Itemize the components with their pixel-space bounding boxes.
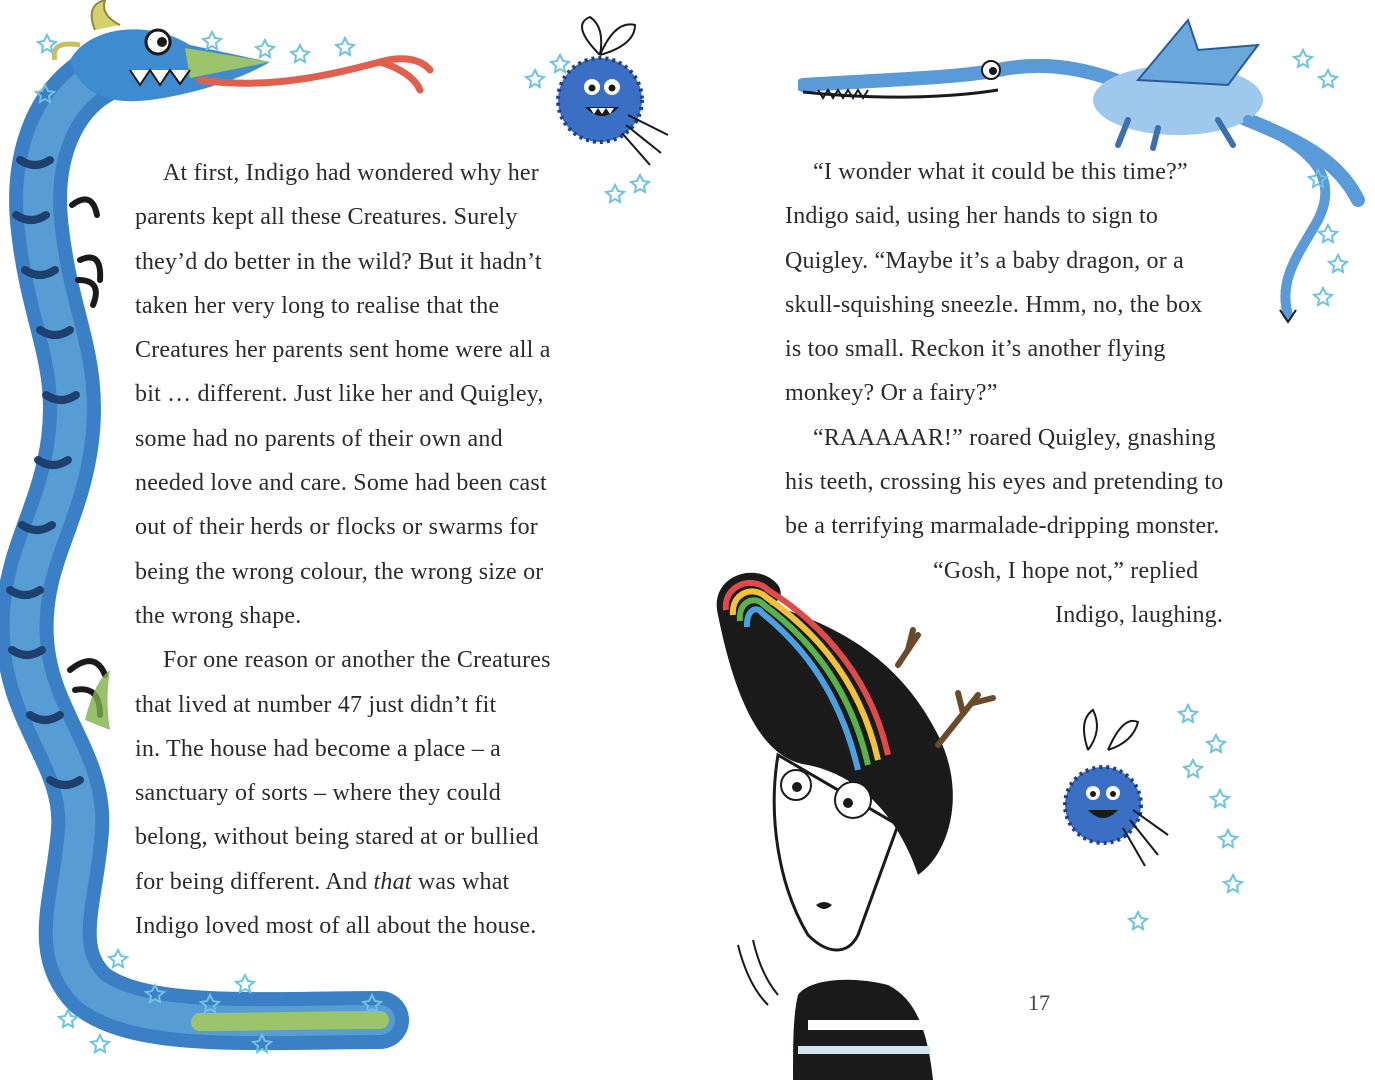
- text-line: be a terrifying marmalade-dripping monster.: [785, 513, 1220, 540]
- text-line: parents kept all these Creatures. Surely: [135, 204, 518, 231]
- text-line: sanctuary of sorts – where they could: [135, 780, 501, 807]
- text-line: skull-squishing sneezle. Hmm, no, the box: [785, 291, 1203, 318]
- text-line: Indigo said, using her hands to sign to: [785, 203, 1159, 230]
- text-segment: for being different. And: [135, 868, 374, 895]
- text-line: his teeth, crossing his eyes and pretending to: [785, 469, 1224, 496]
- paragraph-2: [135, 638, 605, 948]
- text-line-with-italic: [135, 860, 605, 904]
- text-line: needed love and care. Some had been cast: [135, 470, 547, 497]
- text-line: At first, Indigo had wondered why her: [163, 160, 539, 186]
- text-line: “RAAAAAR!” roared Quigley, gnashing: [813, 424, 1216, 451]
- text-line: monkey? Or a fairy?”: [785, 380, 998, 407]
- text-line: some had no parents of their own and: [135, 425, 503, 452]
- paragraph-1: [135, 151, 605, 638]
- left-page-text: [135, 151, 605, 948]
- text-line: bit … different. Just like her and Quigley,: [135, 381, 544, 408]
- right-page: [688, 0, 1375, 1080]
- text-line: “Gosh, I hope not,” replied: [933, 557, 1199, 584]
- fuzzy-creature-small-illustration: [1048, 680, 1268, 940]
- page-number: 17: [1028, 990, 1050, 1015]
- text-line: Indigo, laughing.: [1055, 601, 1224, 628]
- text-line: the wrong shape.: [135, 602, 302, 629]
- indigo-girl-illustration: [698, 555, 1018, 1080]
- text-line: Creatures her parents sent home were all a: [135, 337, 551, 364]
- text-segment: was what: [411, 868, 510, 895]
- text-line: is too small. Reckon it’s another flying: [785, 336, 1166, 363]
- text-line: being the wrong colour, the wrong size or: [135, 558, 544, 585]
- text-line: For one reason or another the Creatures: [163, 647, 551, 674]
- text-line: that lived at number 47 just didn’t fit: [135, 691, 497, 718]
- italic-word: that: [373, 868, 412, 895]
- text-line: Quigley. “Maybe it’s a baby dragon, or a: [785, 247, 1184, 274]
- text-line: Indigo loved most of all about the house.: [135, 913, 537, 940]
- text-line: in. The house had become a place – a: [135, 735, 501, 762]
- text-line: they’d do better in the wild? But it hadn’t: [135, 248, 542, 275]
- text-line: taken her very long to realise that the: [135, 292, 500, 319]
- text-line: belong, without being stared at or bullied: [135, 824, 539, 851]
- text-line: out of their herds or flocks or swarms for: [135, 514, 538, 541]
- text-line: “I wonder what it could be this time?”: [813, 159, 1188, 185]
